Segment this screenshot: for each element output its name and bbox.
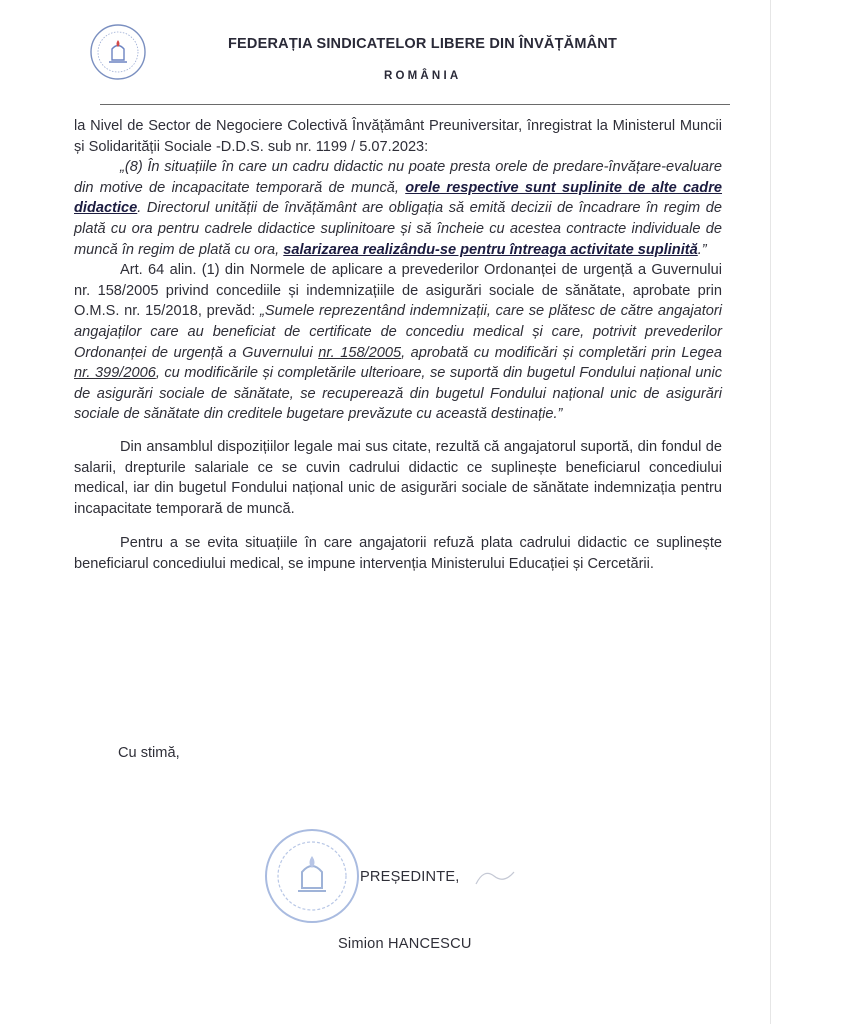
closing-salutation: Cu stimă, xyxy=(118,745,180,761)
article-quote: „Sumele reprezentând indemnizații, care se plătesc de către angajatori angajaților care au beneficiat de certificate de concediu medical și care, potrivit prevederilor Ordonanței de urgență a Guvernului xyxy=(74,303,722,361)
header-divider xyxy=(100,104,730,105)
stamp-icon xyxy=(262,826,362,926)
letterhead xyxy=(0,0,848,110)
paragraph-registration: la Nivel de Sector de Negociere Colectivă Învățământ Preuniversitar, înregistrat la Ministerul Muncii și Solidarității Sociale -D.D.S. sub nr. 1199 / 5.07.2023: xyxy=(74,118,722,155)
article-quote: , cu modificările și completările ulterioare, se suportă din bugetul Fondului național unic de asigurări sociale de sănătate, se recuperează din bugetul Fondului național unic de asigurări sociale de sănătate din creditele bugetare prevăzute cu această destinație.” xyxy=(74,365,722,423)
organization-name: FEDERAȚIA SINDICATELOR LIBERE DIN ÎNVĂȚĂMÂNT xyxy=(228,36,618,52)
law-reference-link[interactable]: nr. 399/2006 xyxy=(74,365,156,382)
country-name: ROMÂNIA xyxy=(384,70,462,82)
paragraph-request: Pentru a se evita situațiile în care angajatorii refuză plata cadrului didactic ce suplinește beneficiarul concediului medical, se impune intervenția Ministerului Educației și Cercetării. xyxy=(74,535,722,572)
quote-text: . Directorul unității de învățământ are obligația să emită decizii de încadrare în regim de plată cu ora pentru cadrele didactice suplinitoare și să încheie cu acestea contracte individuale de muncă în regim de plată cu ora, xyxy=(74,200,722,258)
paragraph-quote-article-8 xyxy=(74,157,722,260)
quote-emphasis-payment: salarizarea realizându-se pentru întreaga activitate suplinită xyxy=(283,241,698,258)
paragraph-conclusion: Din ansamblul dispozițiilor legale mai sus citate, rezultă că angajatorul suportă, din fondul de salarii, drepturile salariale ce se cuvin cadrului didactic ce suplinește beneficiarul concediului medical, iar din bugetul Fondului național unic de asigurări sociale de sănătate indemnizația pentru incapacitate temporară de muncă. xyxy=(74,438,722,517)
quote-text: „(8) În situațiile în care un cadru didactic nu poate presta orele de predare-învățare-evaluare din motive de incapacitate temporară de muncă, xyxy=(74,159,722,196)
signature-mark-icon xyxy=(470,862,520,892)
signatory-title: PREȘEDINTE, xyxy=(360,869,460,885)
quote-end: .” xyxy=(697,241,707,258)
article-quote: , aprobată cu modificări și completări prin Legea xyxy=(401,344,722,361)
article-intro: Art. 64 alin. (1) din Normele de aplicare a prevederilor Ordonanței de urgență a Guvernului nr. 158/2005 privind concediile și indemnizațiile de asigurări sociale de sănătate, aprobate prin O.M.S. nr. 15/2018, prevăd: xyxy=(74,262,722,320)
law-reference-link[interactable]: nr. 158/2005 xyxy=(318,344,402,361)
union-logo-icon xyxy=(88,22,148,82)
signatory-name: Simion HANCESCU xyxy=(338,936,472,952)
letter-body xyxy=(74,116,722,574)
page-edge xyxy=(770,0,771,1024)
quote-emphasis-substitution: orele respective sunt suplinite de alte cadre didactice xyxy=(74,179,723,217)
paragraph-article-64 xyxy=(74,260,722,425)
